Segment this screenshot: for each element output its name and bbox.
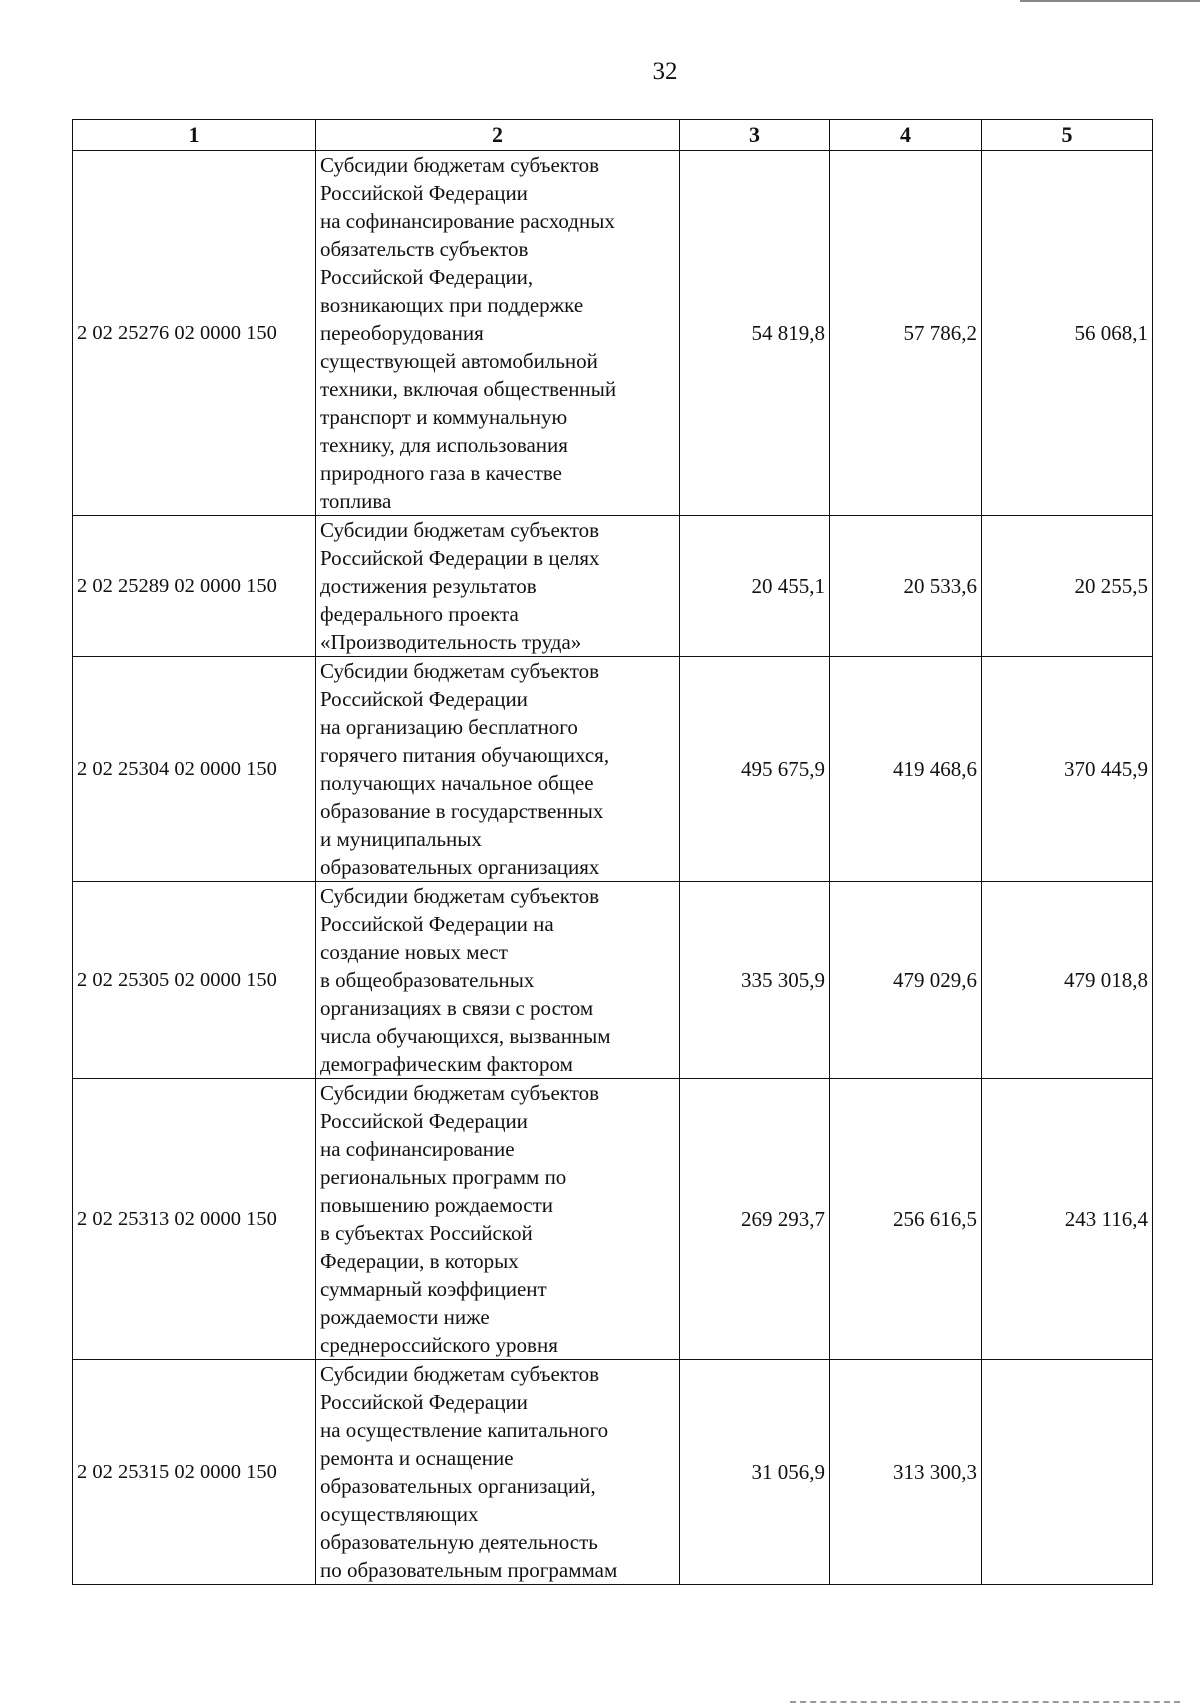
description-line: образовательных организаций,: [320, 1474, 596, 1498]
description-line: возникающих при поддержке: [320, 293, 584, 317]
page-edge-line: [1020, 0, 1200, 2]
description-line: на софинансирование расходных: [320, 209, 615, 233]
description-line: Российской Федерации: [320, 1109, 528, 1133]
description-line: Федерации, в которых: [320, 1249, 519, 1273]
description-cell: [316, 1079, 680, 1360]
description-line: осуществляющих: [320, 1502, 479, 1526]
budget-code-cell: 2 02 25315 02 0000 150: [73, 1360, 316, 1585]
description-line: технику, для использования: [320, 433, 568, 457]
description-line: по образовательным программам: [320, 1558, 618, 1582]
description-line: Субсидии бюджетам субъектов: [320, 1081, 600, 1105]
description-line: Российской Федерации: [320, 1390, 528, 1414]
description-line: образование в государственных: [320, 799, 604, 823]
table-row: [73, 1360, 1153, 1585]
description-line: природного газа в качестве: [320, 461, 562, 485]
header-col-1: 1: [73, 120, 316, 151]
description-cell: [316, 657, 680, 882]
amount-col5-cell: 479 018,8: [982, 882, 1153, 1079]
description-line: Российской Федерации: [320, 181, 528, 205]
description-line: в общеобразовательных: [320, 968, 535, 992]
header-col-5: 5: [982, 120, 1153, 151]
amount-col3-cell: 54 819,8: [680, 151, 830, 516]
description-line: числа обучающихся, вызванным: [320, 1024, 611, 1048]
amount-col4-cell: 20 533,6: [830, 516, 982, 657]
description-line: обязательств субъектов: [320, 237, 529, 261]
description-line: среднероссийского уровня: [320, 1333, 558, 1357]
description-line: и муниципальных: [320, 827, 482, 851]
table-row: [73, 657, 1153, 882]
budget-code-cell: 2 02 25276 02 0000 150: [73, 151, 316, 516]
description-line: создание новых мест: [320, 940, 508, 964]
header-col-4: 4: [830, 120, 982, 151]
amount-col3-cell: 20 455,1: [680, 516, 830, 657]
description-line: Российской Федерации на: [320, 912, 554, 936]
description-line: Российской Федерации: [320, 687, 528, 711]
description-line: техники, включая общественный: [320, 377, 617, 401]
amount-col5-cell: 20 255,5: [982, 516, 1153, 657]
description-cell: [316, 882, 680, 1079]
description-line: Субсидии бюджетам субъектов: [320, 153, 600, 177]
description-line: повышению рождаемости: [320, 1193, 554, 1217]
description-cell: [316, 151, 680, 516]
amount-col5-cell: 243 116,4: [982, 1079, 1153, 1360]
description-line: Российской Федерации в целях: [320, 546, 600, 570]
description-line: на софинансирование: [320, 1137, 515, 1161]
table-body: [73, 151, 1153, 1585]
header-row: [73, 120, 1153, 151]
amount-col3-cell: 31 056,9: [680, 1360, 830, 1585]
budget-code-cell: 2 02 25313 02 0000 150: [73, 1079, 316, 1360]
amount-col3-cell: 495 675,9: [680, 657, 830, 882]
budget-code-cell: 2 02 25289 02 0000 150: [73, 516, 316, 657]
description-line: переоборудования: [320, 321, 484, 345]
table-row: [73, 1079, 1153, 1360]
amount-col4-cell: 419 468,6: [830, 657, 982, 882]
amount-col4-cell: 256 616,5: [830, 1079, 982, 1360]
description-line: топлива: [320, 489, 392, 513]
amount-col4-cell: 479 029,6: [830, 882, 982, 1079]
description-cell: [316, 516, 680, 657]
description-line: «Производительность труда»: [320, 630, 582, 654]
table-row: [73, 516, 1153, 657]
table-row: [73, 882, 1153, 1079]
description-line: горячего питания обучающихся,: [320, 743, 610, 767]
amount-col4-cell: 57 786,2: [830, 151, 982, 516]
amount-col3-cell: 269 293,7: [680, 1079, 830, 1360]
amount-col5-cell: 370 445,9: [982, 657, 1153, 882]
description-line: на осуществление капитального: [320, 1418, 609, 1442]
amount-col5-cell: 56 068,1: [982, 151, 1153, 516]
description-line: региональных программ по: [320, 1165, 567, 1189]
budget-table: [72, 119, 1153, 1585]
page-number: 32: [652, 58, 678, 85]
description-line: Субсидии бюджетам субъектов: [320, 659, 600, 683]
budget-code-cell: 2 02 25304 02 0000 150: [73, 657, 316, 882]
description-line: Российской Федерации,: [320, 265, 534, 289]
description-line: Субсидии бюджетам субъектов: [320, 518, 600, 542]
header-col-2: 2: [316, 120, 680, 151]
description-line: образовательных организациях: [320, 855, 600, 879]
description-line: демографическим фактором: [320, 1052, 573, 1076]
table-row: [73, 151, 1153, 516]
budget-code-cell: 2 02 25305 02 0000 150: [73, 882, 316, 1079]
description-line: существующей автомобильной: [320, 349, 598, 373]
scan-edge-marks: [790, 1701, 1180, 1706]
table-header: [73, 120, 1153, 151]
description-line: федерального проекта: [320, 602, 519, 626]
description-line: организациях в связи с ростом: [320, 996, 594, 1020]
description-line: Субсидии бюджетам субъектов: [320, 884, 600, 908]
description-line: получающих начальное общее: [320, 771, 594, 795]
description-line: достижения результатов: [320, 574, 537, 598]
amount-col4-cell: 313 300,3: [830, 1360, 982, 1585]
description-line: рождаемости ниже: [320, 1305, 490, 1329]
description-line: на организацию бесплатного: [320, 715, 578, 739]
description-line: ремонта и оснащение: [320, 1446, 514, 1470]
description-line: Субсидии бюджетам субъектов: [320, 1362, 600, 1386]
description-cell: [316, 1360, 680, 1585]
amount-col3-cell: 335 305,9: [680, 882, 830, 1079]
amount-col5-cell: [982, 1360, 1153, 1585]
description-line: образовательную деятельность: [320, 1530, 598, 1554]
description-line: в субъектах Российской: [320, 1221, 533, 1245]
header-col-3: 3: [680, 120, 830, 151]
description-line: транспорт и коммунальную: [320, 405, 568, 429]
description-line: суммарный коэффициент: [320, 1277, 547, 1301]
